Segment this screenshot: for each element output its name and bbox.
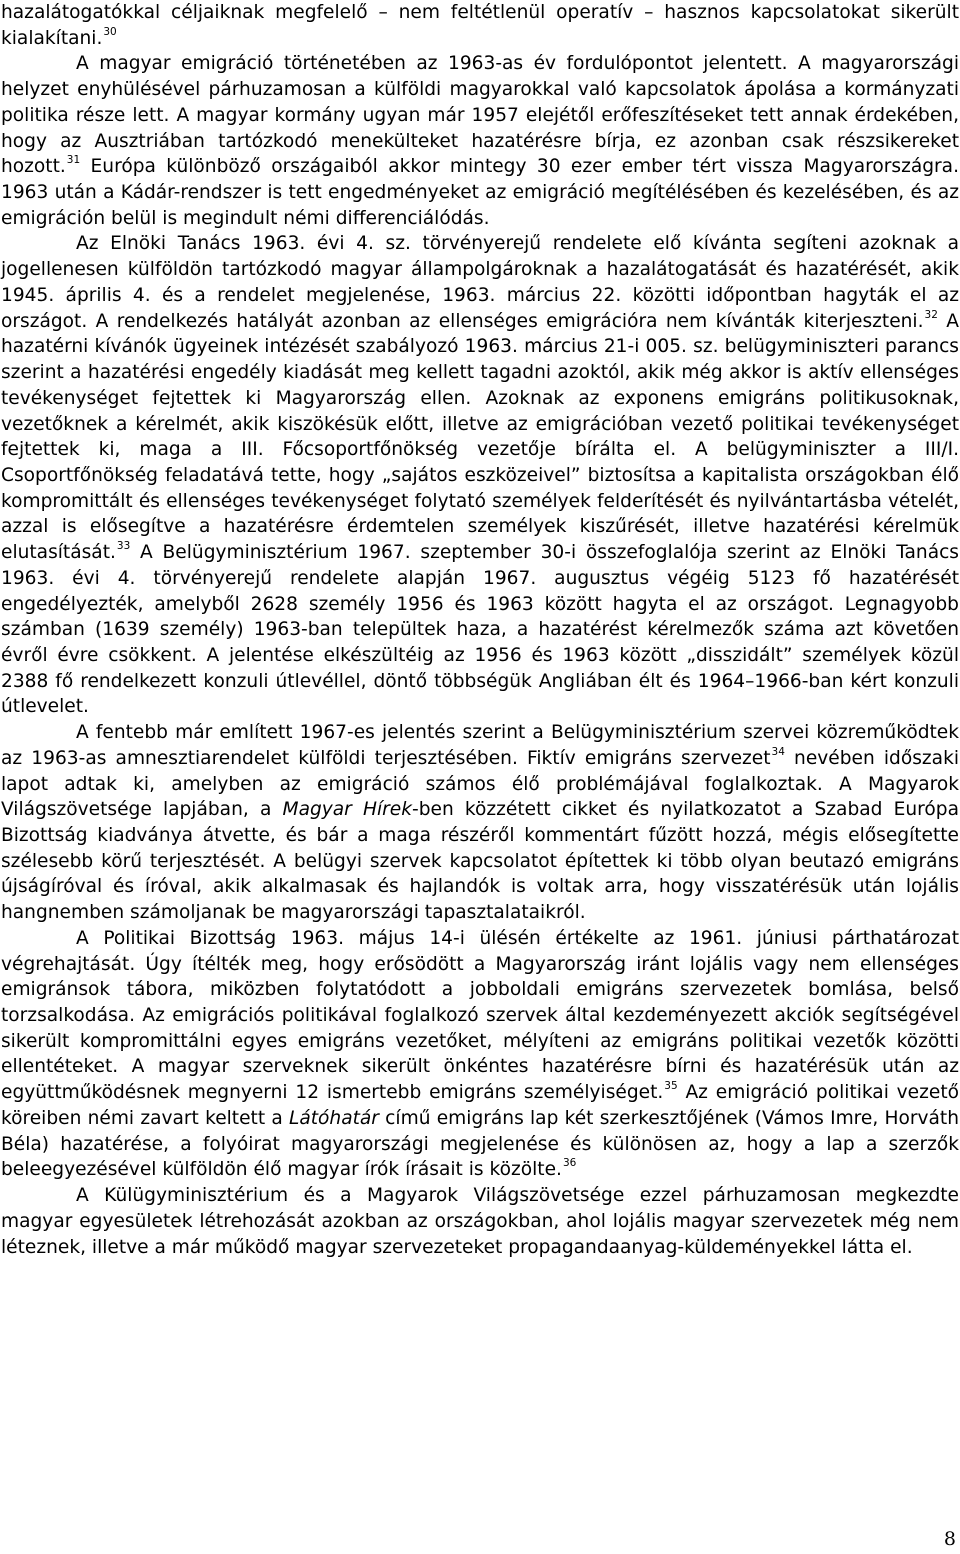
- document-body: [1, 0, 959, 1260]
- footnote-ref-33[interactable]: 33: [116, 540, 131, 553]
- footnote-ref-34[interactable]: 34: [771, 745, 785, 758]
- paragraph-text: A magyar emigráció történetében az 1963-as év fordulópontot jelentett. A magyarországi helyzet enyhülésével párhuzamosan a külföldi magyarokkal való kapcsolatok ápolása a kormányzati politika része lett. A magyar kormány ugyan már 1957 elejétől erőfeszítéseket tett annak érdekében, hogy az Ausztriában tartózkodó menekülteket hazatérésre bírja, ez azonban csak részsikereket hozott.: [1, 53, 959, 178]
- paragraph-4: [1, 720, 959, 926]
- paragraph-text: című emigráns lap két szerkesztőjének (Vámos Imre, Horváth Béla) hazatérése, a folyóirat magyarországi megjelenése és különösen az, hogy a lap a szerzők beleegyezésével külföldön élő magyar írók írásait is közölte.: [1, 1107, 959, 1181]
- paragraph-text: A Politikai Bizottság 1963. május 14-i ülésén értékelte az 1961. júniusi párthatározat végrehajtását. Úgy ítélték meg, hogy erősödött a Magyarország iránt lojális vagy nem ellenséges emigránsok tábora, miközben folytatódott a jobboldali emigráns szervezetek bomlása, belső torzsalkodása. Az emigrációs politikával foglalkozó szervek által kezdeményezett akciók segítségével sikerült kompromittálni egyes emigráns vezetőket, mélyíteni az emigráns politikai vezetők közötti ellentéteket. A magyar szerveknek sikerült önkéntes hazatérésre bírni és hazatérésük után az együttműködésnek megnyerni 12 ismertebb emigráns személyiséget.: [1, 927, 959, 1104]
- publication-title: Látóhatár: [289, 1107, 379, 1129]
- paragraph-text: -ben közzétett cikket és nyilatkozatot a Szabad Európa Bizottság kiadványa átvette, és bár a maga részéről kommentárt fűzött hozzá, mégis elősegítette szélesebb körű terjesztését. A belügyi szervek kapcsolatot építettek ki több olyan beutazó emigráns újságíróval és íróval, akik alkalmasak és hajlandók is voltak arra, hogy visszatérésük után lojális hangnemben számoljanak be magyarországi tapasztalataikról.: [1, 799, 959, 924]
- paragraph-3: [1, 231, 959, 720]
- paragraph-text: A hazatérni kívánók ügyeinek intézését szabályozó 1963. március 21-i 005. sz. belügyminiszteri parancs szerint a hazatérési engedély kiadását meg kellett tagadni azoktól, akik még akkor is aktív ellenséges tevékenységet fejtettek ki Magyarország ellen. Azoknak az exponens emigráns politikusoknak, vezetőknek a kérelmét, akik kiszökésük előtt, illetve az emigrációban vezető politikai tevékenységet fejtettek ki, maga a III. Főcsoportfőnökség vezetője bírálta el. A belügyminiszter a III/I. Csoportfőnökség feladatává tette, hogy „sajátos eszközeivel” biztosítsa a kapitalista országokban élő kompromittált és ellenséges tevékenységet folytató személyek felderítését és nyilvántartásba vételét, azzal is elősegítve a hazatérésre érdemtelen személyek kiszűrését, illetve hazatérési kérelmük elutasítását.: [1, 310, 959, 564]
- paragraph-1: [1, 0, 959, 51]
- paragraph-text: A Külügyminisztérium és a Magyarok Világszövetsége ezzel párhuzamosan megkezdte magyar egyesületek létrehozását azokban az országokban, ahol lojális magyar szervezetek még nem léteznek, illetve a már működő magyar szervezeteket propagandaanyag-küldeményekkel látta el.: [1, 1185, 959, 1258]
- paragraph-text: Európa különböző országaiból akkor mintegy 30 ezer ember tért vissza Magyarországra. 1963 után a Kádár-rendszer is tett engedményeket az emigráció megítélésében és kezelésében, és az emigráción belül is megindult némi differenciálódás.: [1, 156, 959, 229]
- paragraph-5: [1, 926, 959, 1183]
- paragraph-2: [1, 51, 959, 231]
- paragraph-6: [1, 1183, 959, 1260]
- footnote-ref-30[interactable]: 30: [103, 25, 117, 38]
- paragraph-text: A fentebb már említett 1967-es jelentés szerint a Belügyminisztérium szervei közreműködtek az 1963-as amnesztiarendelet külföldi terjesztésében. Fiktív emigráns szervezet: [1, 722, 959, 769]
- paragraph-text: hazalátogatókkal céljaiknak megfelelő – nem feltétlenül operatív – hasznos kapcsolatokat sikerült kialakítani.: [1, 2, 959, 49]
- footnote-ref-32[interactable]: 32: [924, 308, 938, 321]
- paragraph-text: Az Elnöki Tanács 1963. évi 4. sz. törvényerejű rendelete elő kívánta segíteni azoknak a jogellenesen külföldön tartózkodó magyar állampolgároknak a hazalátogatását és hazatérését, akik 1945. április 4. és a rendelet megjelenése, 1963. március 22. közötti időpontban hagyták el az országot. A rendelkezés hatályát azonban az ellenséges emigrációra nem kívánták kiterjeszteni.: [1, 233, 959, 332]
- paragraph-text: nevében időszaki lapot adtak ki, amelyben az emigráció számos élő problémájával foglalkoztak. A Magyarok Világszövetsége lapjában, a: [1, 747, 959, 821]
- paragraph-text: A Belügyminisztérium 1967. szeptember 30-i összefoglalója szerint az Elnöki Tanács 1963. évi 4. törvényerejű rendelete alapján 1967. augusztus végéig 5123 fő hazatérését engedélyezték, amelyből 2628 személy 1956 és 1963 között hagyta el az országot. Legnagyobb számban (1639 személy) 1963-ban települtek haza, a hazatérést kérelmezők száma azt követően évről évre csökkent. A jelentése elkészültéig az 1956 és 1963 között „disszidált” személyek közül 2388 fő rendelkezett konzuli útlevéllel, döntő többségük Angliában élt és 1964–1966-ban kért konzuli útlevelet.: [1, 542, 959, 718]
- footnote-ref-36[interactable]: 36: [562, 1157, 577, 1170]
- publication-title: Magyar Hírek: [282, 799, 412, 821]
- paragraph-text: Az emigráció politikai vezető köreiben némi zavart keltett a: [1, 1082, 959, 1129]
- footnote-ref-31[interactable]: 31: [66, 154, 81, 167]
- page-number: 8: [943, 1528, 956, 1550]
- footnote-ref-35[interactable]: 35: [664, 1080, 678, 1093]
